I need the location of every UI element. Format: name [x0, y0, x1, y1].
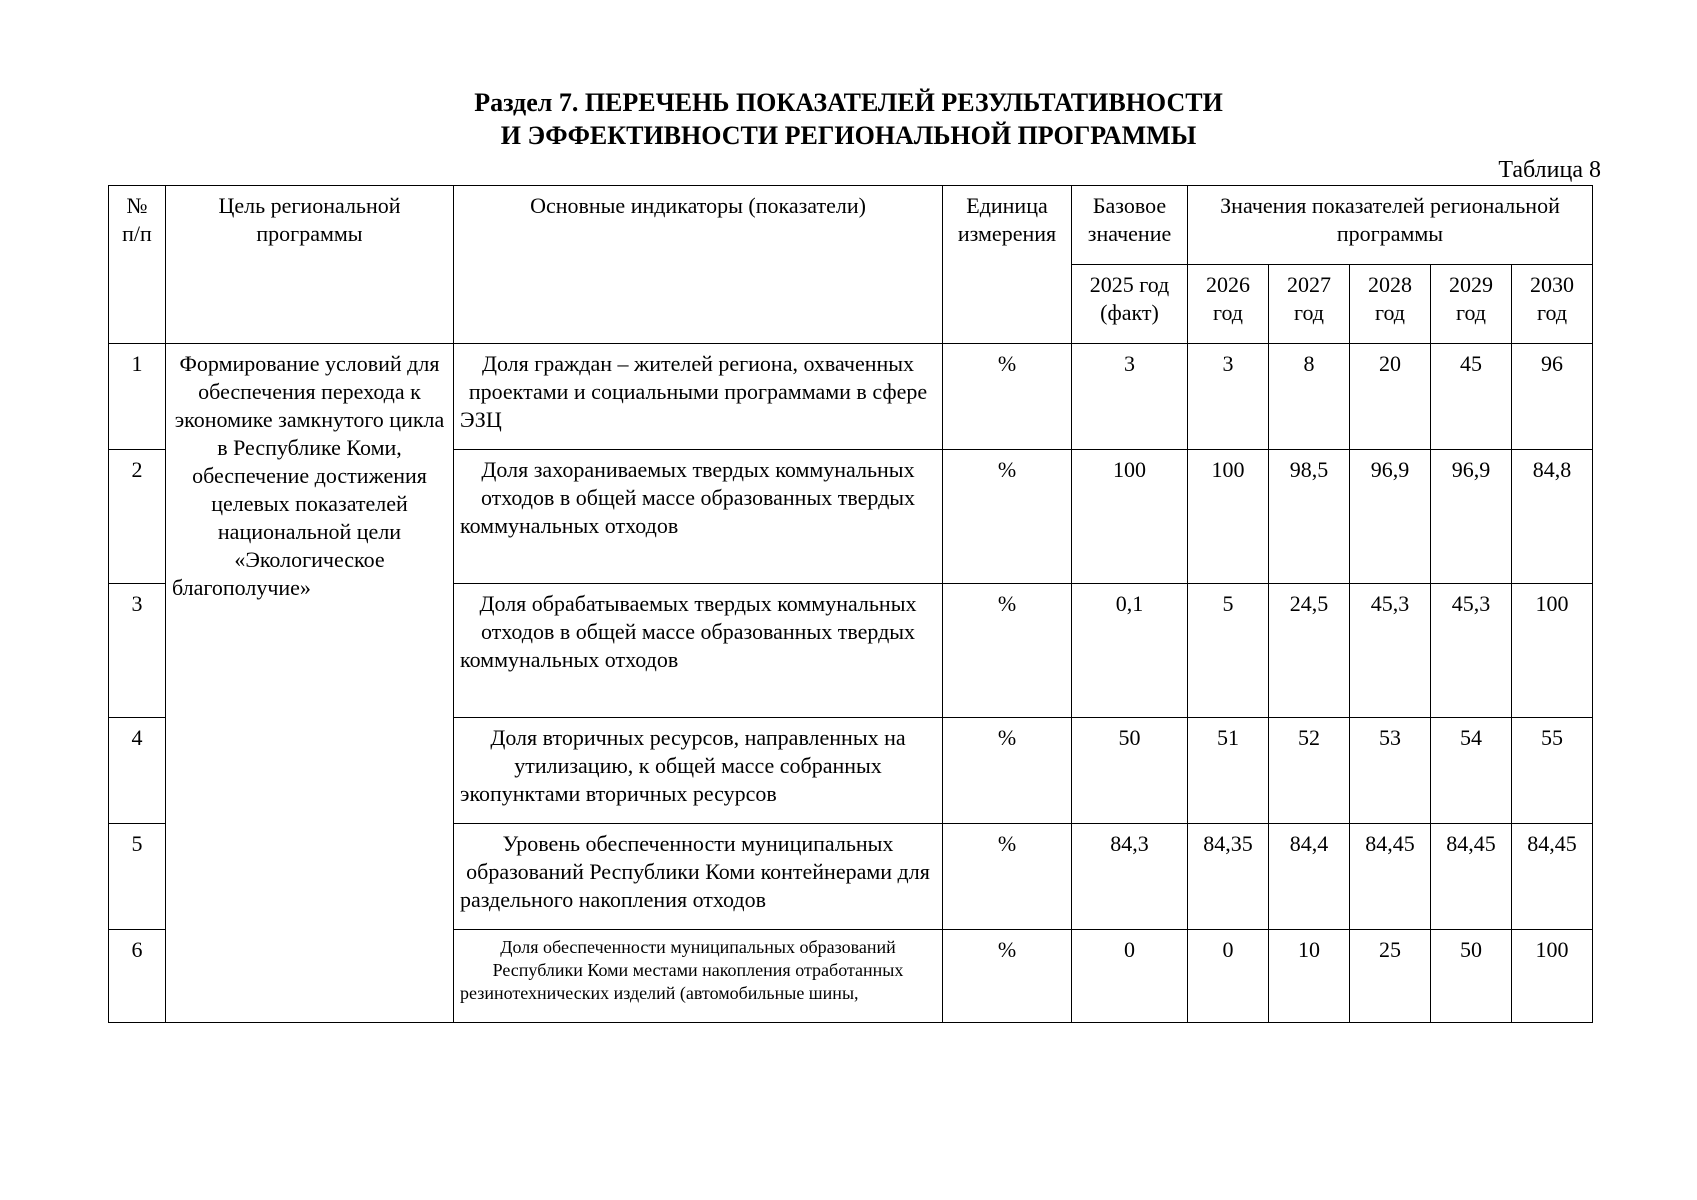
value-cell: 45,3: [1350, 584, 1431, 718]
header-unit: Единица измерения: [943, 186, 1072, 344]
unit-cell: %: [943, 584, 1072, 718]
goal-cell: Формирование условий для обеспечения перехода к экономике замкнутого цикла в Республике Коми, обеспечение достижения целевых показателей национальной цели «Экологическое благополучие»: [166, 344, 454, 1023]
value-cell: 100: [1188, 450, 1269, 584]
value-cell: 53: [1350, 718, 1431, 824]
value-cell: 98,5: [1269, 450, 1350, 584]
value-cell: 96,9: [1431, 450, 1512, 584]
value-cell: 25: [1350, 930, 1431, 1023]
header-row-top: [109, 186, 1593, 265]
header-indicators: Основные индикаторы (показатели): [454, 186, 943, 344]
unit-cell: %: [943, 344, 1072, 450]
value-cell: 45,3: [1431, 584, 1512, 718]
indicators-table: [108, 185, 1593, 1023]
row-num: 2: [109, 450, 166, 584]
value-cell: 55: [1512, 718, 1593, 824]
base-cell: 0: [1072, 930, 1188, 1023]
value-cell: 84,8: [1512, 450, 1593, 584]
base-cell: 84,3: [1072, 824, 1188, 930]
value-cell: 84,45: [1431, 824, 1512, 930]
base-cell: 3: [1072, 344, 1188, 450]
value-cell: 50: [1431, 930, 1512, 1023]
indicator-cell: Доля вторичных ресурсов, направленных на утилизацию, к общей массе собранных экопунктами вторичных ресурсов: [454, 718, 943, 824]
unit-cell: %: [943, 930, 1072, 1023]
row-num: 5: [109, 824, 166, 930]
value-cell: 84,35: [1188, 824, 1269, 930]
row-num: 3: [109, 584, 166, 718]
value-cell: 96,9: [1350, 450, 1431, 584]
header-year-2030: 2030 год: [1512, 265, 1593, 344]
value-cell: 84,45: [1350, 824, 1431, 930]
value-cell: 10: [1269, 930, 1350, 1023]
row-num: 6: [109, 930, 166, 1023]
header-base-year: 2025 год (факт): [1072, 265, 1188, 344]
value-cell: 96: [1512, 344, 1593, 450]
value-cell: 100: [1512, 930, 1593, 1023]
value-cell: 8: [1269, 344, 1350, 450]
header-base: Базовое значение: [1072, 186, 1188, 265]
value-cell: 100: [1512, 584, 1593, 718]
unit-cell: %: [943, 450, 1072, 584]
value-cell: 54: [1431, 718, 1512, 824]
row-num: 4: [109, 718, 166, 824]
value-cell: 24,5: [1269, 584, 1350, 718]
header-year-2028: 2028 год: [1350, 265, 1431, 344]
table-row: [109, 344, 1593, 450]
indicator-cell: [454, 930, 943, 1023]
value-cell: 52: [1269, 718, 1350, 824]
header-goal: Цель региональной программы: [166, 186, 454, 344]
value-cell: 45: [1431, 344, 1512, 450]
header-num: № п/п: [109, 186, 166, 344]
indicator-cell-text: Доля обеспеченности муниципальных образований Республики Коми местами накопления отработанных резинотехнических изделий (автомобильные шины,: [460, 937, 904, 1003]
indicator-cell: Доля граждан – жителей региона, охваченных проектами и социальными программами в сфере ЭЗЦ: [454, 344, 943, 450]
base-cell: 50: [1072, 718, 1188, 824]
value-cell: 20: [1350, 344, 1431, 450]
value-cell: 84,4: [1269, 824, 1350, 930]
section-title: [0, 86, 1697, 152]
value-cell: 51: [1188, 718, 1269, 824]
base-cell: 100: [1072, 450, 1188, 584]
header-values: Значения показателей региональной программы: [1188, 186, 1593, 265]
row-num: 1: [109, 344, 166, 450]
value-cell: 0: [1188, 930, 1269, 1023]
unit-cell: %: [943, 824, 1072, 930]
indicator-cell: Доля захораниваемых твердых коммунальных отходов в общей массе образованных твердых коммунальных отходов: [454, 450, 943, 584]
unit-cell: %: [943, 718, 1072, 824]
indicator-cell: Уровень обеспеченности муниципальных образований Республики Коми контейнерами для раздельного накопления отходов: [454, 824, 943, 930]
indicator-cell: Доля обрабатываемых твердых коммунальных отходов в общей массе образованных твердых коммунальных отходов: [454, 584, 943, 718]
header-year-2029: 2029 год: [1431, 265, 1512, 344]
header-year-2027: 2027 год: [1269, 265, 1350, 344]
base-cell: 0,1: [1072, 584, 1188, 718]
header-year-2026: 2026 год: [1188, 265, 1269, 344]
table-label: Таблица 8: [1498, 157, 1601, 183]
section-title-line-2: И ЭФФЕКТИВНОСТИ РЕГИОНАЛЬНОЙ ПРОГРАММЫ: [500, 121, 1197, 150]
section-title-line-1: Раздел 7. ПЕРЕЧЕНЬ ПОКАЗАТЕЛЕЙ РЕЗУЛЬТАТИВНОСТИ: [474, 88, 1223, 117]
value-cell: 5: [1188, 584, 1269, 718]
value-cell: 3: [1188, 344, 1269, 450]
value-cell: 84,45: [1512, 824, 1593, 930]
